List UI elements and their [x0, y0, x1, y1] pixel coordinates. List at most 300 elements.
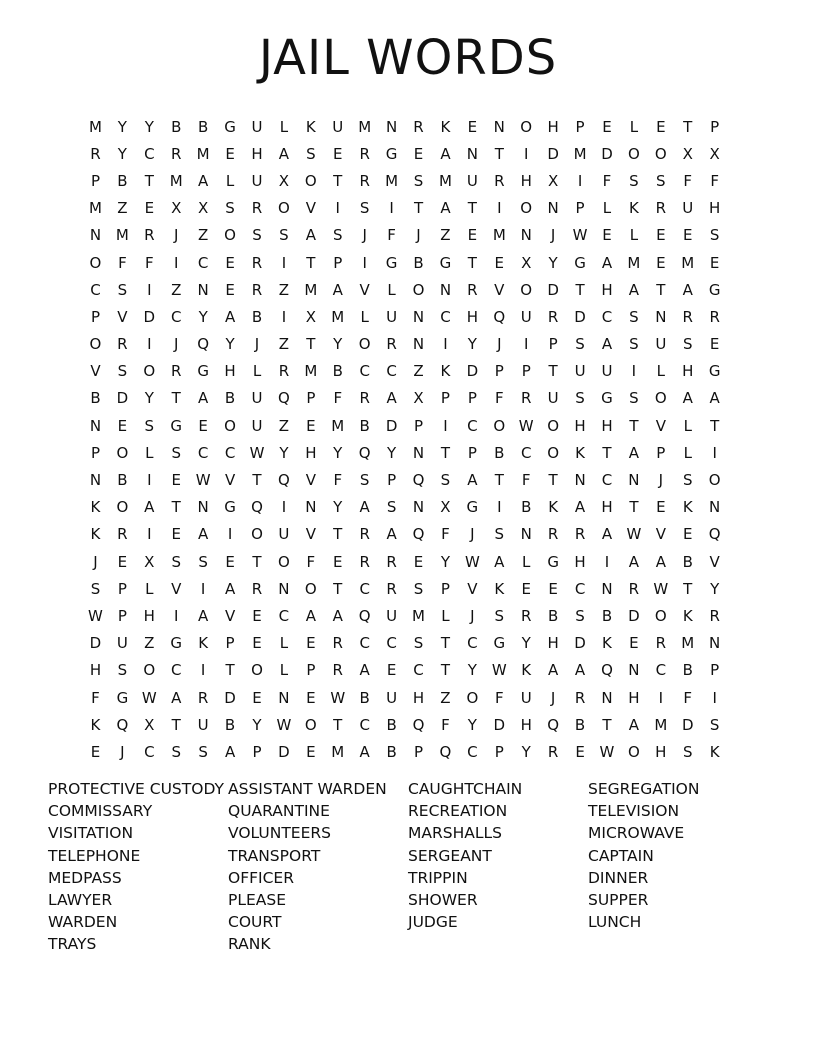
grid-letter: S [682, 742, 693, 761]
grid-letter: R [332, 661, 343, 680]
grid-letter: F [333, 389, 343, 408]
grid-letter: U [466, 171, 478, 190]
grid-letter: I [200, 579, 206, 598]
grid-letter: V [305, 525, 316, 544]
word-list-item: MEDPASS [48, 868, 122, 887]
grid-letter: Y [710, 579, 720, 598]
word-list-item: TELEPHONE [48, 846, 141, 865]
grid-row [82, 412, 728, 439]
grid-letter: T [629, 416, 639, 435]
grid-letter: S [117, 280, 128, 299]
grid-letter: L [387, 280, 396, 299]
grid-letter: G [547, 552, 559, 571]
grid-letter: U [251, 171, 263, 190]
grid-letter: E [252, 634, 262, 653]
grid-letter: T [602, 715, 612, 734]
grid-row [82, 195, 728, 222]
grid-letter: V [90, 362, 101, 381]
grid-letter: R [628, 579, 640, 598]
grid-letter: J [254, 335, 260, 354]
word-list-item: WARDEN [48, 913, 118, 932]
word-column [588, 778, 768, 956]
grid-letter: E [467, 117, 478, 136]
grid-letter: N [385, 117, 398, 136]
grid-letter: A [224, 579, 236, 598]
grid-letter: J [470, 606, 475, 625]
grid-letter: X [278, 171, 290, 190]
grid-letter: B [332, 362, 343, 381]
grid-letter: A [655, 552, 666, 571]
grid-letter: R [144, 226, 155, 245]
grid-letter: R [494, 171, 505, 190]
grid-letter: U [332, 117, 344, 136]
grid-letter: M [385, 171, 399, 190]
word-list-item: PLEASE [228, 890, 287, 909]
grid-letter: C [197, 443, 209, 462]
word-list-item: LAWYER [48, 890, 113, 909]
grid-letter: H [224, 362, 236, 381]
grid-letter: H [251, 144, 263, 163]
grid-letter: I [281, 253, 287, 272]
grid-letter: A [198, 171, 209, 190]
grid-letter: Q [412, 715, 425, 734]
grid-letter: P [467, 389, 477, 408]
word-list-item: SEGREGATION [588, 780, 700, 798]
grid-letter: S [171, 443, 181, 462]
grid-letter: Q [197, 335, 210, 354]
grid-letter: M [331, 742, 345, 761]
grid-letter: Q [493, 307, 506, 326]
grid-letter: M [412, 606, 425, 625]
grid-letter: P [440, 389, 450, 408]
grid-letter: I [712, 688, 717, 707]
grid-letter: B [386, 715, 397, 734]
word-list-item: TRANSPORT [228, 846, 321, 865]
grid-letter: R [359, 389, 370, 408]
grid-letter: I [658, 688, 664, 707]
grid-letter: E [90, 742, 101, 761]
grid-letter: R [251, 199, 263, 218]
grid-letter: N [628, 661, 640, 680]
grid-letter: E [306, 688, 316, 707]
grid-letter: H [547, 634, 559, 653]
grid-letter: V [117, 307, 128, 326]
grid-letter: G [170, 416, 183, 435]
grid-letter: T [144, 171, 154, 190]
grid-letter: T [171, 498, 181, 517]
grid-letter: V [224, 606, 236, 625]
grid-letter: E [198, 416, 208, 435]
grid-letter: N [89, 416, 102, 435]
grid-letter: D [574, 307, 586, 326]
grid-letter: S [413, 171, 424, 190]
grid-letter: Y [144, 389, 154, 408]
grid-letter: D [89, 634, 102, 653]
grid-letter: B [90, 389, 101, 408]
grid-letter: T [440, 634, 451, 653]
grid-letter: O [358, 335, 371, 354]
grid-letter: E [548, 579, 558, 598]
grid-letter: E [306, 634, 316, 653]
grid-letter: H [305, 443, 317, 462]
grid-letter: V [305, 471, 316, 490]
grid-letter: F [306, 552, 316, 571]
grid-letter: D [385, 416, 398, 435]
grid-letter: Y [225, 335, 235, 354]
grid-letter: K [548, 498, 559, 517]
grid-letter: F [683, 171, 693, 190]
grid-letter: H [547, 117, 559, 136]
grid-letter: E [413, 144, 424, 163]
grid-letter: I [497, 199, 502, 218]
grid-letter: R [117, 525, 128, 544]
grid-letter: B [224, 389, 236, 408]
grid-letter: K [682, 498, 693, 517]
grid-letter: E [306, 416, 316, 435]
grid-letter: O [143, 362, 156, 381]
grid-letter: R [278, 362, 290, 381]
grid-letter: E [225, 280, 235, 299]
grid-letter: Q [251, 498, 263, 517]
grid-letter: R [359, 552, 370, 571]
grid-letter: I [523, 335, 529, 354]
word-list-item: CAUGHTCHAIN [408, 780, 523, 798]
grid-letter: L [441, 606, 450, 625]
grid-letter: P [548, 335, 558, 354]
grid-letter: S [494, 606, 505, 625]
grid-letter: O [627, 742, 640, 761]
grid-letter: X [171, 199, 182, 218]
grid-letter: C [359, 715, 370, 734]
grid-letter: O [708, 471, 721, 490]
grid-letter: F [494, 389, 504, 408]
grid-letter: A [144, 498, 155, 517]
grid-letter: M [358, 117, 372, 136]
grid-letter: R [117, 335, 128, 354]
grid-row [82, 494, 728, 521]
grid-letter: Y [252, 715, 262, 734]
grid-letter: N [278, 688, 290, 707]
grid-letter: O [654, 606, 667, 625]
grid-letter: H [601, 498, 613, 517]
word-list-item: QUARANTINE [228, 802, 330, 821]
grid-letter: S [359, 199, 370, 218]
grid-letter: C [601, 307, 613, 326]
grid-letter: N [412, 443, 425, 462]
grid-letter: K [494, 579, 505, 598]
grid-letter: P [414, 742, 424, 761]
grid-letter: P [90, 443, 100, 462]
grid-letter: D [628, 606, 640, 625]
grid-letter: I [523, 144, 529, 163]
grid-letter: A [628, 552, 640, 571]
grid-letter: S [117, 362, 128, 381]
grid-letter: R [709, 307, 720, 326]
grid-letter: O [89, 335, 102, 354]
grid-letter: T [440, 661, 451, 680]
grid-letter: T [575, 280, 585, 299]
grid-letter: P [710, 661, 720, 680]
grid-letter: S [332, 226, 343, 245]
grid-letter: N [628, 471, 640, 490]
grid-letter: D [493, 715, 506, 734]
grid-letter: A [198, 525, 209, 544]
grid-letter: P [521, 362, 531, 381]
grid-letter: A [709, 389, 720, 408]
grid-letter: Z [117, 199, 128, 218]
grid-letter: U [520, 307, 532, 326]
grid-letter: T [467, 199, 477, 218]
word-list-item: COMMISSARY [48, 802, 153, 821]
grid-letter: U [574, 362, 586, 381]
grid-letter: G [197, 362, 209, 381]
grid-letter: C [144, 144, 155, 163]
grid-letter: Y [144, 117, 154, 136]
grid-letter: N [601, 579, 613, 598]
grid-letter: U [251, 117, 263, 136]
grid-letter: D [601, 144, 613, 163]
grid-letter: T [494, 471, 504, 490]
grid-letter: C [467, 416, 478, 435]
grid-letter: H [574, 552, 586, 571]
grid-letter: O [627, 144, 640, 163]
grid-letter: M [573, 144, 587, 163]
grid-letter: E [117, 552, 128, 571]
grid-letter: H [601, 280, 613, 299]
grid-letter: K [709, 742, 720, 761]
grid-letter: C [467, 634, 478, 653]
grid-letter: I [712, 443, 717, 462]
grid-letter: X [682, 144, 693, 163]
grid-letter: N [197, 498, 209, 517]
grid-letter: A [305, 606, 316, 625]
word-list-item: LUNCH [588, 913, 642, 932]
grid-letter: W [141, 688, 157, 707]
grid-letter: A [278, 144, 290, 163]
grid-letter: A [574, 661, 586, 680]
grid-letter: S [198, 742, 208, 761]
grid-letter: T [333, 171, 343, 190]
grid-letter: S [440, 471, 451, 490]
grid-letter: N [709, 634, 721, 653]
grid-letter: J [550, 226, 556, 245]
word-list-item: MICROWAVE [588, 824, 685, 843]
grid-letter: T [333, 525, 343, 544]
grid-letter: G [601, 389, 613, 408]
grid-letter: D [681, 715, 694, 734]
grid-letter: N [305, 498, 317, 517]
grid-letter: D [278, 742, 290, 761]
grid-letter: L [522, 552, 531, 571]
grid-letter: T [333, 715, 343, 734]
grid-letter: K [90, 498, 101, 517]
grid-letter: M [196, 144, 210, 163]
grid-letter: N [520, 525, 532, 544]
grid-letter: A [682, 280, 693, 299]
grid-letter: R [359, 525, 370, 544]
grid-row [82, 630, 728, 657]
grid-letter: E [683, 226, 693, 245]
grid-letter: Z [278, 416, 290, 435]
grid-letter: C [601, 471, 613, 490]
grid-letter: I [389, 199, 394, 218]
grid-letter: W [464, 552, 480, 571]
grid-letter: G [708, 280, 721, 299]
grid-letter: N [197, 280, 209, 299]
grid-letter: M [331, 307, 345, 326]
grid-letter: E [656, 117, 666, 136]
grid-letter: T [171, 389, 181, 408]
grid-letter: P [440, 579, 450, 598]
grid-letter: B [251, 307, 263, 326]
grid-letter: E [521, 579, 531, 598]
grid-letter: N [412, 335, 425, 354]
word-list-item: TELEVISION [588, 802, 680, 821]
grid-letter: M [304, 362, 318, 381]
grid-letter: N [493, 117, 505, 136]
grid-letter: K [628, 199, 639, 218]
grid-letter: A [386, 525, 397, 544]
grid-letter: N [574, 471, 586, 490]
grid-letter: Y [198, 307, 208, 326]
grid-letter: B [359, 688, 370, 707]
grid-letter: M [438, 171, 452, 190]
grid-letter: A [440, 199, 451, 218]
grid-row [82, 711, 728, 738]
grid-letter: K [440, 117, 451, 136]
grid-letter: I [200, 661, 206, 680]
grid-letter: O [654, 144, 667, 163]
grid-letter: I [227, 525, 233, 544]
grid-letter: A [467, 471, 478, 490]
grid-letter: C [359, 579, 370, 598]
grid-letter: M [331, 416, 345, 435]
grid-letter: P [467, 443, 477, 462]
grid-letter: E [656, 253, 666, 272]
grid-letter: T [548, 471, 558, 490]
grid-letter: K [521, 661, 532, 680]
word-list-item: COURT [228, 913, 282, 932]
grid-letter: E [602, 226, 612, 245]
grid-letter: T [413, 199, 424, 218]
grid-letter: S [252, 226, 262, 245]
grid-letter: N [89, 226, 102, 245]
grid-letter: L [145, 579, 154, 598]
grid-letter: V [494, 280, 505, 299]
grid-letter: J [174, 335, 179, 354]
grid-letter: X [521, 253, 532, 272]
grid-letter: F [144, 253, 154, 272]
grid-letter: X [709, 144, 720, 163]
grid-letter: L [629, 226, 639, 245]
grid-letter: A [682, 389, 693, 408]
grid-letter: E [333, 552, 343, 571]
grid-letter: A [359, 498, 370, 517]
grid-letter: L [279, 634, 289, 653]
word-list-item: VISITATION [48, 824, 134, 843]
grid-letter: L [656, 362, 665, 381]
grid-letter: C [170, 307, 182, 326]
grid-letter: B [574, 715, 586, 734]
grid-letter: P [710, 117, 720, 136]
grid-letter: L [279, 661, 289, 680]
grid-letter: I [443, 335, 448, 354]
word-list-item: RANK [228, 935, 271, 954]
grid-letter: Q [358, 606, 371, 625]
word-list [48, 778, 788, 956]
grid-letter: F [333, 471, 343, 490]
grid-letter: N [547, 199, 559, 218]
grid-letter: J [497, 335, 502, 354]
grid-letter: T [306, 253, 316, 272]
grid-letter: C [574, 579, 586, 598]
grid-letter: S [413, 634, 424, 653]
grid-letter: C [655, 661, 667, 680]
grid-letter: C [440, 307, 451, 326]
grid-letter: B [224, 715, 236, 734]
grid-letter: P [252, 742, 262, 761]
grid-letter: S [386, 498, 397, 517]
grid-letter: T [494, 144, 504, 163]
grid-letter: V [467, 579, 478, 598]
grid-letter: H [601, 416, 613, 435]
grid-row [82, 684, 728, 711]
grid-letter: G [466, 498, 479, 517]
grid-letter: F [710, 171, 719, 190]
grid-letter: C [386, 362, 397, 381]
grid-letter: X [440, 498, 451, 517]
grid-letter: B [521, 498, 532, 517]
grid-letter: K [90, 715, 101, 734]
grid-letter: U [601, 362, 613, 381]
grid-letter: T [467, 253, 477, 272]
grid-letter: Y [467, 661, 477, 680]
grid-letter: Z [440, 688, 451, 707]
grid-letter: Y [333, 335, 343, 354]
grid-letter: G [224, 498, 236, 517]
grid-letter: Y [387, 443, 397, 462]
grid-letter: P [414, 416, 424, 435]
grid-letter: R [359, 171, 370, 190]
grid-letter: S [494, 525, 505, 544]
grid-row [82, 548, 728, 575]
grid-letter: J [93, 552, 98, 571]
grid-letter: G [385, 253, 398, 272]
grid-letter: R [90, 144, 101, 163]
grid-letter: A [332, 280, 343, 299]
grid-letter: Y [117, 117, 127, 136]
grid-letter: A [628, 443, 640, 462]
grid-letter: Z [413, 362, 424, 381]
grid-letter: A [601, 335, 613, 354]
grid-letter: G [439, 253, 452, 272]
grid-letter: R [574, 688, 586, 707]
word-column [48, 778, 228, 956]
grid-letter: E [252, 606, 262, 625]
grid-letter: A [332, 606, 343, 625]
grid-letter: X [198, 199, 209, 218]
grid-letter: F [521, 471, 531, 490]
grid-letter: O [412, 280, 425, 299]
grid-letter: E [494, 253, 505, 272]
grid-letter: R [386, 552, 397, 571]
grid-letter: S [709, 226, 720, 245]
grid-letter: Q [278, 389, 290, 408]
grid-row [82, 249, 728, 276]
grid-letter: X [547, 171, 559, 190]
grid-letter: M [492, 226, 506, 245]
grid-letter: S [575, 389, 585, 408]
